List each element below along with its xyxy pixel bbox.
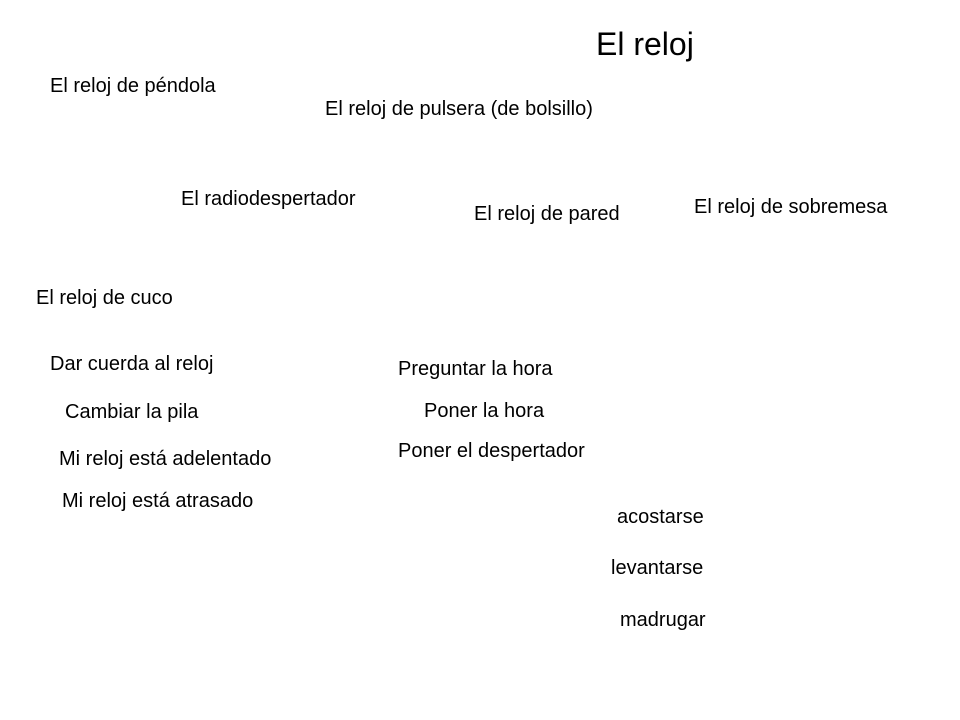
slide-title: El reloj — [596, 26, 694, 62]
text-reloj-pared: El reloj de pared — [474, 203, 620, 225]
text-reloj-sobremesa: El reloj de sobremesa — [694, 196, 888, 218]
text-acostarse: acostarse — [617, 506, 704, 528]
text-madrugar: madrugar — [620, 609, 706, 631]
text-reloj-pulsera: El reloj de pulsera (de bolsillo) — [325, 98, 593, 120]
text-preguntar-hora: Preguntar la hora — [398, 358, 553, 380]
text-reloj-cuco: El reloj de cuco — [36, 287, 173, 309]
text-cambiar-pila: Cambiar la pila — [65, 401, 199, 423]
text-reloj-pendola: El reloj de péndola — [50, 75, 216, 97]
text-poner-hora: Poner la hora — [424, 400, 545, 422]
text-poner-despertador: Poner el despertador — [398, 440, 585, 462]
text-levantarse: levantarse — [611, 557, 704, 579]
text-reloj-atrasado: Mi reloj está atrasado — [62, 490, 254, 512]
text-dar-cuerda: Dar cuerda al reloj — [50, 353, 214, 375]
text-radiodespertador: El radiodespertador — [181, 188, 356, 210]
text-reloj-adelentado: Mi reloj está adelentado — [59, 448, 272, 470]
